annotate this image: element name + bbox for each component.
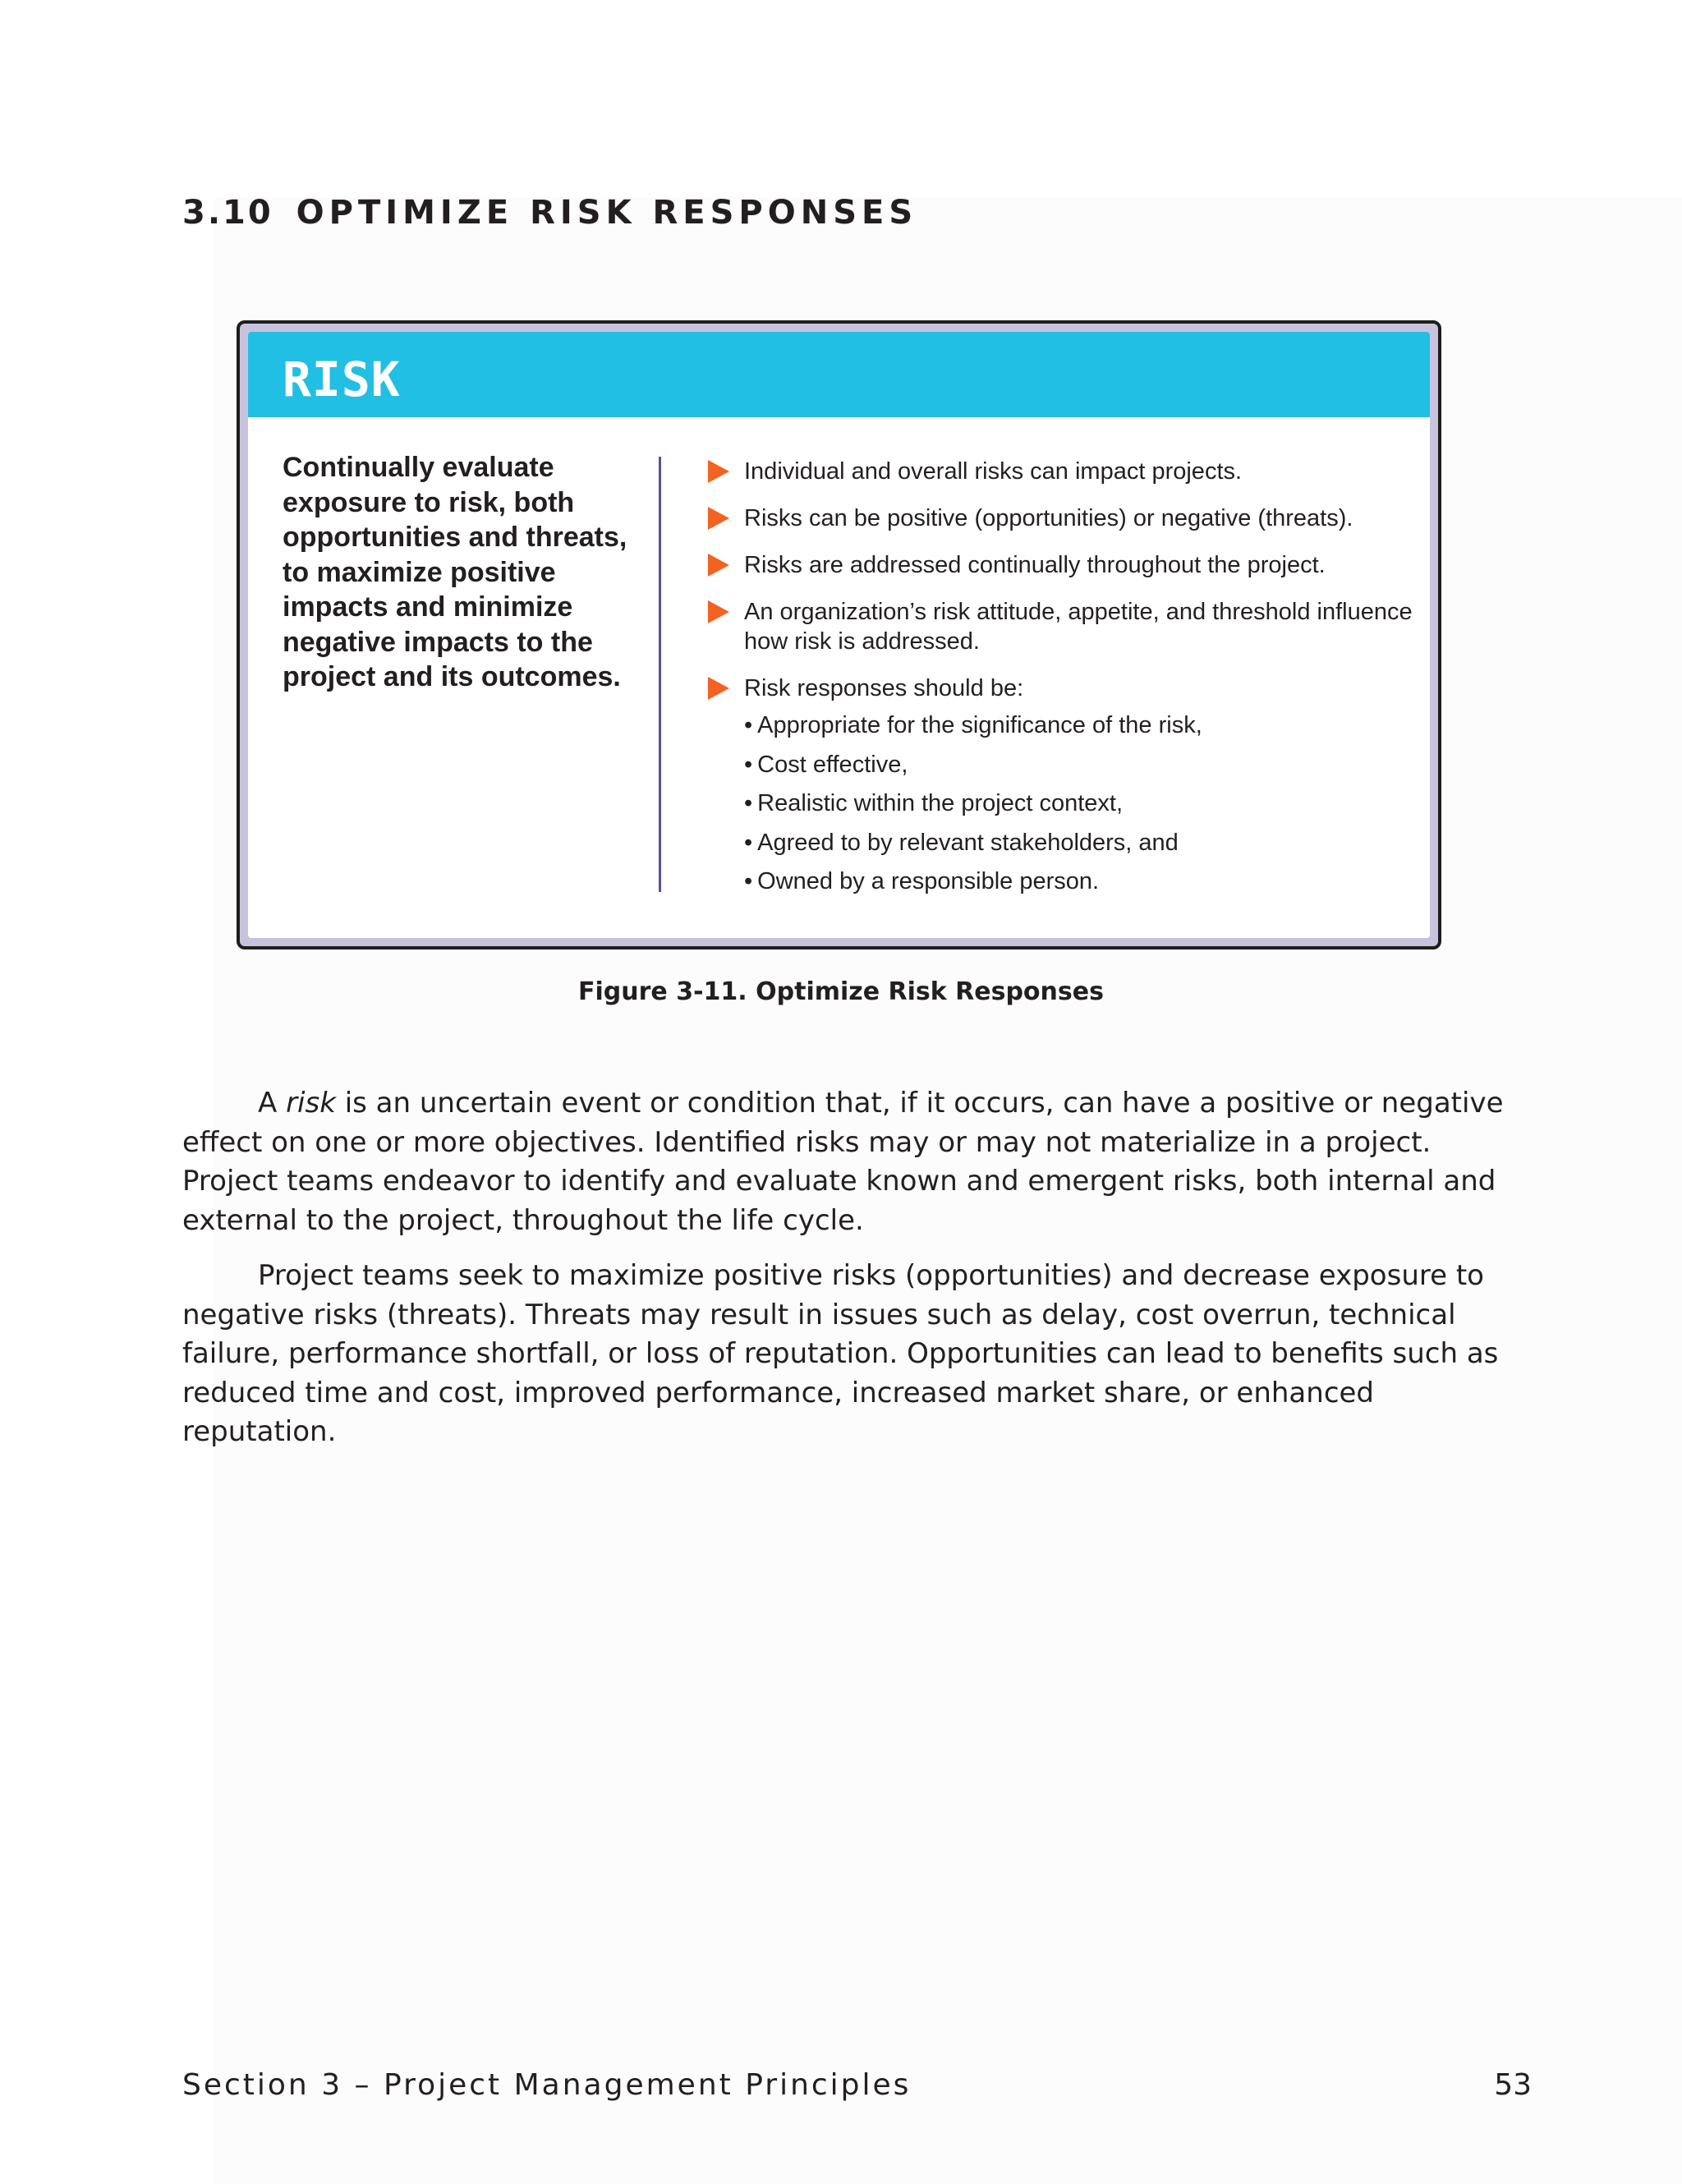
triangle-right-icon: [708, 677, 729, 700]
risk-bullet-text: Individual and overall risks can impact projects.: [744, 458, 1243, 485]
risk-bullet-list: [708, 457, 1430, 906]
triangle-right-icon: [708, 554, 729, 577]
triangle-right-icon: [708, 460, 729, 483]
risk-bullet: [708, 674, 1430, 703]
criteria-text: Realistic within the project context,: [757, 790, 1124, 816]
footer-section-label: Section 3 – Project Management Principles: [182, 2068, 912, 2102]
body-paragraph-1: [182, 1084, 1513, 1240]
para1-rest: is an uncertain event or condition that, if it occurs, can have a positive or negative effect on one or more objectives. Identified risks may or may not materialize in a project. Project teams endeavor to identify and evaluate known and emergent risks, both internal and external to the project, throughout the life cycle.: [182, 1087, 1504, 1237]
risk-figure-header: [248, 332, 1430, 417]
criteria-text: Cost effective,: [757, 751, 908, 778]
bullet-dot-icon: •: [744, 712, 753, 738]
body-paragraph-2: [182, 1257, 1513, 1452]
bullet-dot-icon: •: [744, 868, 753, 894]
bullet-dot-icon: •: [744, 751, 753, 778]
figure-caption: Figure 3-11. Optimize Risk Responses: [578, 977, 1104, 1006]
risk-bullet-text: Risks can be positive (opportunities) or negative (threats).: [744, 505, 1353, 531]
risk-bullet-text: An organization’s risk attitude, appetite, and threshold influence how risk is addressed.: [744, 599, 1413, 655]
bullet-dot-icon: •: [744, 829, 753, 856]
triangle-right-icon: [708, 507, 729, 530]
triangle-right-icon: [708, 600, 729, 623]
risk-principle-summary: Continually evaluate exposure to risk, both opportunities and threats, to maximize positive impacts and minimize negative impacts to the project and its outcomes.: [283, 452, 627, 692]
criteria-text: Agreed to by relevant stakeholders, and: [757, 829, 1179, 856]
risk-response-criteria: [708, 710, 1430, 896]
risk-bullet-text: Risks are addressed continually throughout the project.: [744, 552, 1326, 578]
page-number: 53: [1494, 2068, 1532, 2102]
risk-figure-inner: [248, 332, 1430, 938]
bullet-dot-icon: •: [744, 790, 753, 816]
risk-term: risk: [286, 1087, 336, 1120]
criteria-text: Appropriate for the significance of the risk,: [757, 712, 1202, 738]
risk-bullet: [708, 550, 1430, 580]
criteria-item: [744, 867, 1430, 896]
risk-bullet: [708, 457, 1430, 486]
para2-text: Project teams seek to maximize positive risks (opportunities) and decrease exposure to negative risks (threats). Threats may result in issues such as delay, cost overrun, technical failure, performance shortfall, or loss of reputation. Opportunities can lead to benefits such as reduced time and cost, improved performance, increased market share, or enhanced reputation.: [182, 1259, 1499, 1448]
criteria-item: [744, 710, 1430, 740]
risk-bullet-text: Risk responses should be:: [744, 675, 1024, 701]
risk-bullet: [708, 503, 1430, 533]
risk-figure-title: RISK: [283, 352, 401, 407]
criteria-item: [744, 789, 1430, 818]
section-title: OPTIMIZE RISK RESPONSES: [296, 194, 918, 232]
section-number: 3.10: [182, 194, 273, 232]
risk-figure-card: [237, 320, 1441, 949]
para1-lead: A: [258, 1087, 287, 1120]
risk-bullet: [708, 597, 1430, 656]
criteria-item: [744, 828, 1430, 858]
section-heading: [182, 194, 917, 232]
figure-divider: [659, 457, 661, 892]
criteria-text: Owned by a responsible person.: [757, 868, 1100, 894]
criteria-item: [744, 750, 1430, 779]
